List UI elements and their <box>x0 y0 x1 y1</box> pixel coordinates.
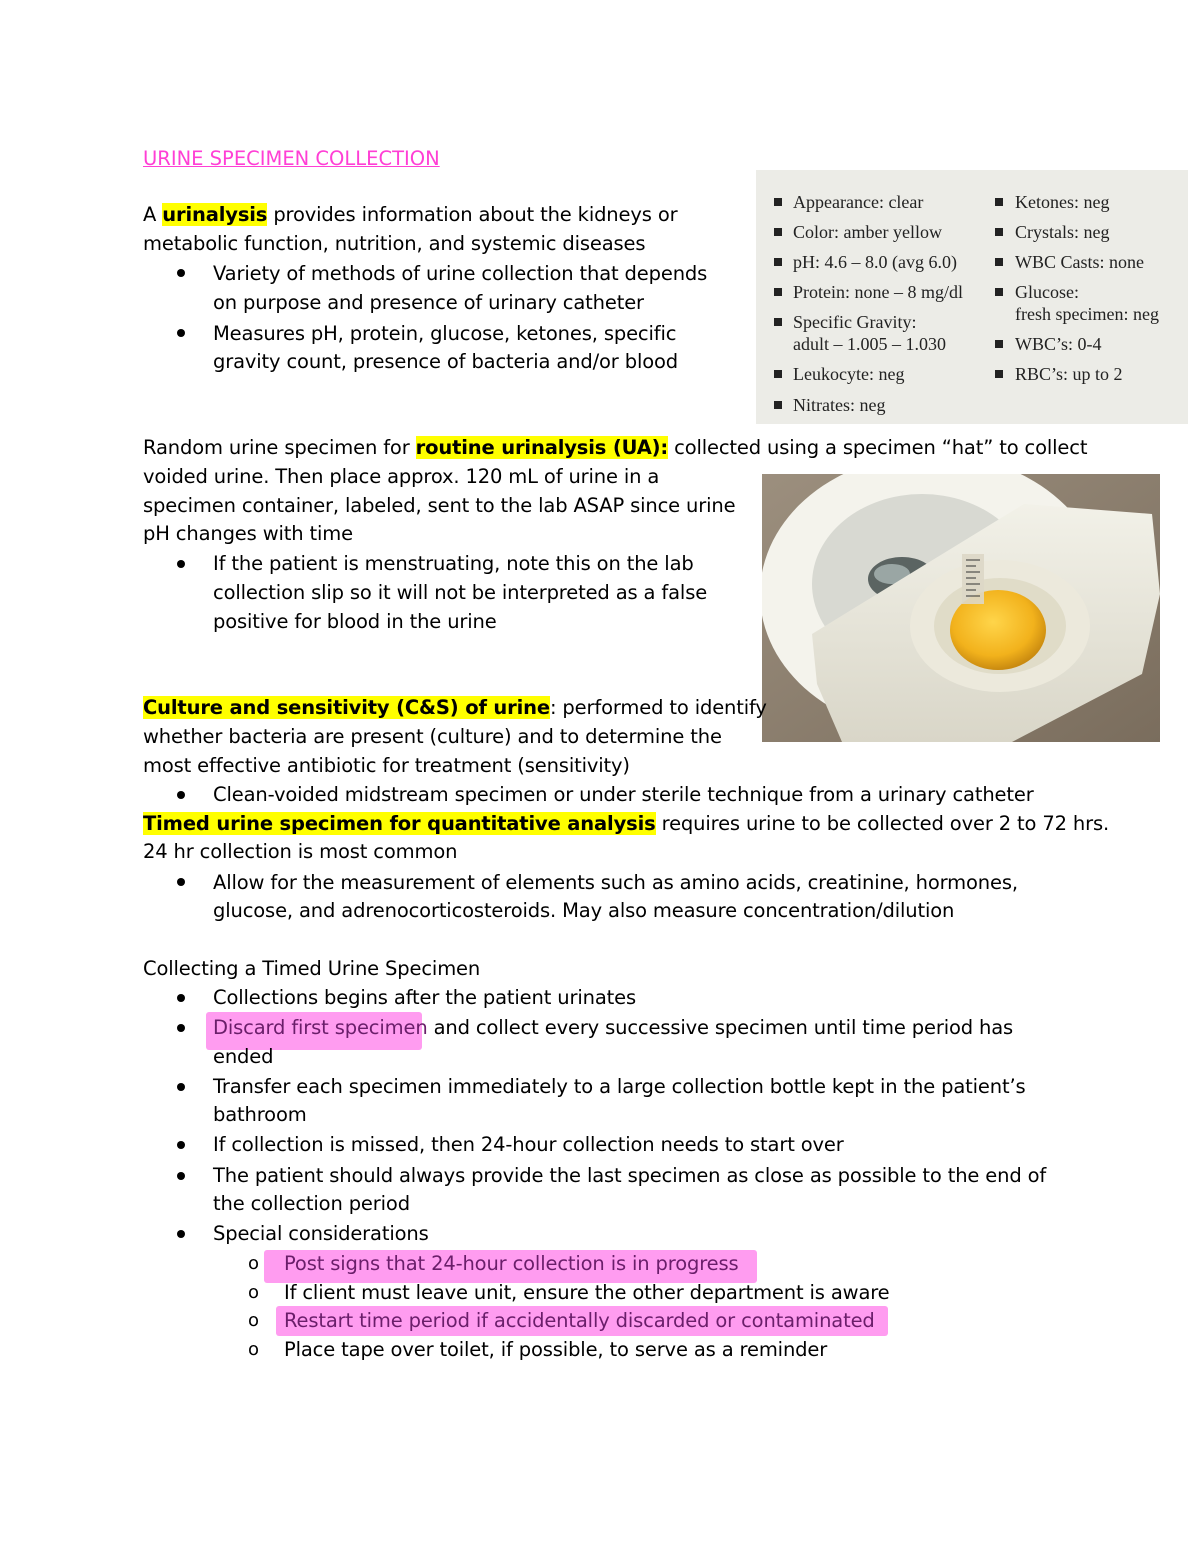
square-bullet-icon <box>995 198 1003 206</box>
square-bullet-icon <box>995 340 1003 348</box>
bullet-icon <box>177 791 185 799</box>
square-bullet-icon <box>995 258 1003 266</box>
circle-bullet-icon: o <box>248 1310 260 1331</box>
collecting-bullet-2-line-1: Discard first specimen and collect every successive specimen until time period has <box>213 1016 1014 1039</box>
collecting-heading: Collecting a Timed Urine Specimen <box>143 957 481 980</box>
square-bullet-icon <box>774 401 782 409</box>
bullet-icon <box>177 1141 185 1149</box>
bullet-icon <box>177 1230 185 1238</box>
collecting-bullet-6: Special considerations <box>213 1222 429 1245</box>
lab-value-ph: pH: 4.6 – 8.0 (avg 6.0) <box>793 252 957 272</box>
routine-urinalysis-highlight: routine urinalysis (UA): <box>415 436 669 459</box>
collecting-bullet-5-line-1: The patient should always provide the last specimen as close as possible to the end of <box>213 1164 1047 1187</box>
timed-highlight: Timed urine specimen for quantitative analysis <box>143 812 656 835</box>
timed-line-1: Timed urine specimen for quantitative analysis requires urine to be collected over 2 to 72 hrs. <box>143 812 1110 835</box>
lab-value-glucose: Glucose: <box>1015 282 1079 302</box>
specimen-hat-photo <box>762 474 1160 742</box>
lab-value-protein: Protein: none – 8 mg/dl <box>793 282 963 302</box>
bullet-icon <box>177 269 185 277</box>
culture-line-3: most effective antibiotic for treatment (sensitivity) <box>143 754 630 777</box>
lab-values-panel <box>756 170 1188 424</box>
collecting-bullet-5-line-2: the collection period <box>213 1192 410 1215</box>
culture-highlight: Culture and sensitivity (C&S) of urine <box>143 696 550 719</box>
intro-bullet-1-line-2: on purpose and presence of urinary catheter <box>213 291 644 314</box>
sub-bullet-restart: Restart time period if accidentally discarded or contaminated <box>284 1309 875 1332</box>
random-line-1: Random urine specimen for routine urinalysis (UA): collected using a specimen “hat” to collect <box>143 436 1088 459</box>
lab-value-glucose-fresh: fresh specimen: neg <box>1015 304 1159 324</box>
intro-bullet-2-line-2: gravity count, presence of bacteria and/or blood <box>213 350 678 373</box>
lab-value-wbc-casts: WBC Casts: none <box>1015 252 1144 272</box>
lab-value-leukocyte: Leukocyte: neg <box>793 364 905 384</box>
bullet-icon <box>177 1024 185 1032</box>
bullet-icon <box>177 878 185 886</box>
culture-line-2: whether bacteria are present (culture) and to determine the <box>143 725 722 748</box>
collecting-bullet-2-line-2: ended <box>213 1045 274 1068</box>
intro-line-2: metabolic function, nutrition, and systemic diseases <box>143 232 646 255</box>
square-bullet-icon <box>774 318 782 326</box>
discard-first-specimen-highlight: Discard first specimen <box>213 1016 428 1039</box>
lab-value-ketones: Ketones: neg <box>1015 192 1110 212</box>
intro-bullet-2-line-1: Measures pH, protein, glucose, ketones, specific <box>213 322 677 345</box>
toilet-specimen-hat-image <box>762 474 1160 742</box>
culture-line-1: Culture and sensitivity (C&S) of urine: performed to identify <box>143 696 767 719</box>
lab-value-nitrates: Nitrates: neg <box>793 395 886 415</box>
lab-value-crystals: Crystals: neg <box>1015 222 1110 242</box>
random-line-2: voided urine. Then place approx. 120 mL of urine in a <box>143 465 660 488</box>
bullet-icon <box>177 994 185 1002</box>
sub-bullet-post-signs: Post signs that 24-hour collection is in progress <box>284 1252 739 1275</box>
lab-value-color: Color: amber yellow <box>793 222 942 242</box>
circle-bullet-icon: o <box>248 1282 260 1303</box>
square-bullet-icon <box>995 370 1003 378</box>
bullet-icon <box>177 329 185 337</box>
lab-value-rbcs: RBC’s: up to 2 <box>1015 364 1123 384</box>
timed-bullet-line-1: Allow for the measurement of elements such as amino acids, creatinine, hormones, <box>213 871 1018 894</box>
collecting-bullet-1: Collections begins after the patient urinates <box>213 986 636 1009</box>
square-bullet-icon <box>995 228 1003 236</box>
bullet-icon <box>177 560 185 568</box>
page-title: URINE SPECIMEN COLLECTION <box>143 147 440 170</box>
sub-bullet-tape: Place tape over toilet, if possible, to serve as a reminder <box>284 1338 828 1361</box>
square-bullet-icon <box>995 288 1003 296</box>
bullet-icon <box>177 1083 185 1091</box>
circle-bullet-icon: o <box>248 1253 260 1274</box>
random-bullet-line-3: positive for blood in the urine <box>213 610 497 633</box>
square-bullet-icon <box>774 288 782 296</box>
lab-value-specific-gravity-range: adult – 1.005 – 1.030 <box>793 334 946 354</box>
lab-value-appearance: Appearance: clear <box>793 192 924 212</box>
square-bullet-icon <box>774 370 782 378</box>
random-line-4: pH changes with time <box>143 522 353 545</box>
bullet-icon <box>177 1172 185 1180</box>
lab-value-specific-gravity: Specific Gravity: <box>793 312 917 332</box>
random-line-3: specimen container, labeled, sent to the lab ASAP since urine <box>143 494 736 517</box>
intro-bullet-1-line-1: Variety of methods of urine collection that depends <box>213 262 708 285</box>
collecting-bullet-3-line-2: bathroom <box>213 1103 307 1126</box>
sub-bullet-leave-unit: If client must leave unit, ensure the other department is aware <box>284 1281 890 1304</box>
square-bullet-icon <box>774 258 782 266</box>
timed-line-2: 24 hr collection is most common <box>143 840 458 863</box>
timed-bullet-line-2: glucose, and adrenocorticosteroids. May also measure concentration/dilution <box>213 899 955 922</box>
square-bullet-icon <box>774 228 782 236</box>
random-bullet-line-2: collection slip so it will not be interpreted as a false <box>213 581 708 604</box>
intro-line-1: A urinalysis provides information about the kidneys or <box>143 203 678 226</box>
lab-value-wbcs: WBC’s: 0-4 <box>1015 334 1102 354</box>
random-bullet-line-1: If the patient is menstruating, note this on the lab <box>213 552 694 575</box>
collecting-bullet-3-line-1: Transfer each specimen immediately to a large collection bottle kept in the patient’s <box>213 1075 1026 1098</box>
culture-bullet: Clean-voided midstream specimen or under sterile technique from a urinary catheter <box>213 783 1034 806</box>
square-bullet-icon <box>774 198 782 206</box>
urinalysis-highlight: urinalysis <box>162 203 268 226</box>
collecting-bullet-4: If collection is missed, then 24-hour collection needs to start over <box>213 1133 844 1156</box>
circle-bullet-icon: o <box>248 1339 260 1360</box>
